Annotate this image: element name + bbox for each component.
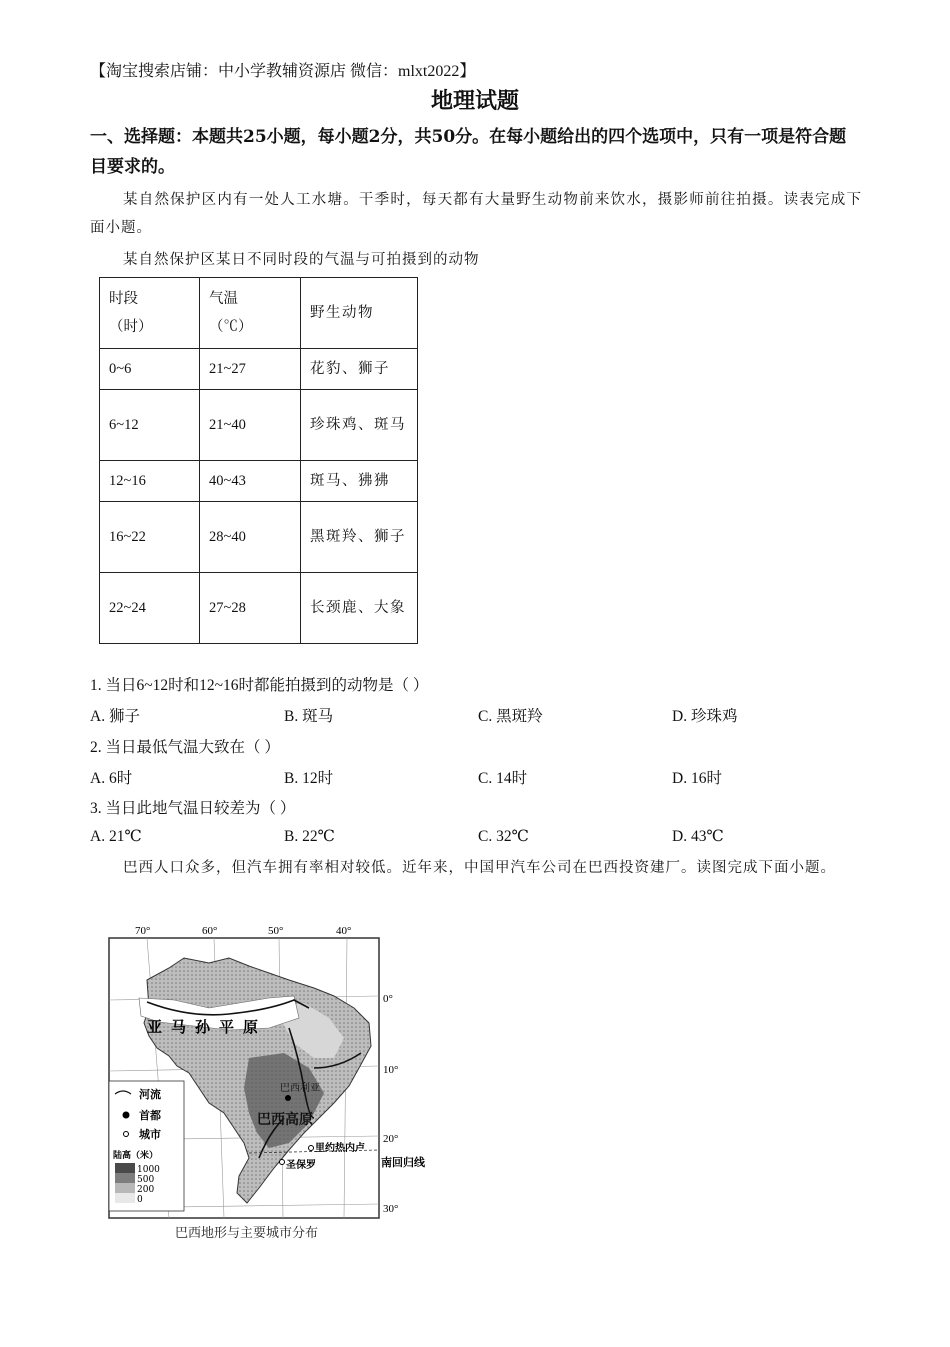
cell-temperature: 40~43 [200, 461, 301, 502]
question-2-option-d[interactable]: D. 16时 [672, 770, 722, 787]
data-table [99, 277, 418, 644]
cell-temperature: 21~27 [200, 349, 301, 390]
cell-period: 22~24 [100, 573, 200, 644]
question-3-stem: 3. 当日此地气温日较差为（ ） [90, 800, 296, 817]
map-legend [109, 1081, 184, 1211]
legend-river-label: 河流 [139, 1088, 161, 1101]
legend-capital-label: 首都 [139, 1109, 161, 1122]
question-3-option-c[interactable]: C. 32℃ [478, 828, 529, 845]
question-2-stem: 2. 当日最低气温大致在（ ） [90, 739, 280, 756]
question-2-option-a[interactable]: A. 6时 [90, 770, 133, 787]
city-label-saopaulo: 圣保罗 [286, 1160, 316, 1171]
table-row [100, 502, 418, 573]
cell-animals: 黑斑羚、狮子 [301, 502, 418, 573]
elevation-swatch [115, 1193, 135, 1203]
cell-period: 6~12 [100, 390, 200, 461]
city-marker [309, 1146, 314, 1151]
lon-label: 50° [268, 925, 284, 937]
question-2-option-b[interactable]: B. 12时 [284, 770, 334, 787]
map-caption: 巴西地形与主要城市分布 [175, 1226, 319, 1241]
cell-period: 0~6 [100, 349, 200, 390]
cell-animals: 长颈鹿、大象 [301, 573, 418, 644]
cell-animals: 珍珠鸡、斑马 [301, 390, 418, 461]
question-3-option-b[interactable]: B. 22℃ [284, 828, 335, 845]
legend-level: 200 [137, 1185, 155, 1195]
cell-temperature: 21~40 [200, 390, 301, 461]
lon-label: 60° [202, 925, 218, 937]
lat-label: 0° [383, 993, 393, 1005]
header-cell-temperature: 气温 （℃） [200, 278, 301, 349]
cell-animals: 斑马、狒狒 [301, 461, 418, 502]
intro-paragraph-1: 某自然保护区内有一处人工水塘。干季时，每天都有大量野生动物前来饮水，摄影师前往拍摄。读表完成下面小题。 [90, 192, 862, 236]
legend-city-label: 城市 [139, 1128, 161, 1141]
cell-period: 12~16 [100, 461, 200, 502]
header-cell-animals: 野生动物 [301, 278, 418, 349]
lat-label: 30° [383, 1203, 399, 1215]
question-2-option-c[interactable]: C. 14时 [478, 770, 528, 787]
legend-level: 1000 [137, 1165, 160, 1175]
legend-level: 500 [137, 1175, 155, 1185]
page-title: 地理试题 [430, 88, 519, 114]
elevation-swatch [115, 1183, 135, 1193]
lat-label: 10° [383, 1064, 399, 1076]
header-cell-period: 时段 （时） [100, 278, 200, 349]
question-1-stem: 1. 当日6~12时和12~16时都能拍摄到的动物是（ ） [90, 677, 429, 694]
question-3-option-d[interactable]: D. 43℃ [672, 828, 724, 845]
question-1-option-a[interactable]: A. 狮子 [90, 708, 140, 725]
intro-paragraph-2: 巴西人口众多，但汽车拥有率相对较低。近年来，中国甲汽车公司在巴西投资建厂。读图完成下面小题。 [123, 860, 836, 876]
city-label-rio: 里约热内卢 [315, 1143, 365, 1154]
question-1-option-d[interactable]: D. 珍珠鸡 [672, 708, 738, 725]
elevation-swatch [115, 1173, 135, 1183]
brazil-map [99, 918, 439, 1248]
lat-label: 20° [383, 1133, 399, 1145]
table-row [100, 390, 418, 461]
tropic-label: 南回归线 [381, 1156, 425, 1169]
question-1-option-c[interactable]: C. 黑斑羚 [478, 708, 543, 725]
legend-level: 0 [137, 1195, 143, 1205]
lon-label: 70° [135, 925, 151, 937]
cell-period: 16~22 [100, 502, 200, 573]
city-legend-icon [124, 1132, 129, 1137]
region-label-amazon: 亚马孙平原 [147, 1018, 268, 1036]
capital-marker [285, 1095, 291, 1101]
table-row [100, 573, 418, 644]
elevation-swatch [115, 1163, 135, 1173]
table-row [100, 349, 418, 390]
header-ad: 【淘宝搜索店铺：中小学教辅资源店 微信：mlxt2022】 [90, 63, 476, 80]
legend-elevation-title: 陆高（米） [113, 1151, 159, 1161]
region-label-plateau: 巴西高原 [257, 1112, 313, 1128]
capital-legend-icon [123, 1112, 129, 1118]
lon-label: 40° [336, 925, 352, 937]
table-caption: 某自然保护区某日不同时段的气温与可拍摄到的动物 [123, 252, 480, 268]
city-marker [280, 1160, 285, 1165]
question-3-option-a[interactable]: A. 21℃ [90, 828, 142, 845]
cell-temperature: 28~40 [200, 502, 301, 573]
section-heading: 一、选择题：本题共25小题，每小题2分，共50分。在每小题给出的四个选项中，只有一项是符合题目要求的。 [90, 127, 847, 177]
cell-temperature: 27~28 [200, 573, 301, 644]
cell-animals: 花豹、狮子 [301, 349, 418, 390]
table-row [100, 461, 418, 502]
table-header-row [100, 278, 418, 349]
question-1-option-b[interactable]: B. 斑马 [284, 708, 334, 725]
city-label-brasilia: 巴西利亚 [280, 1083, 320, 1094]
